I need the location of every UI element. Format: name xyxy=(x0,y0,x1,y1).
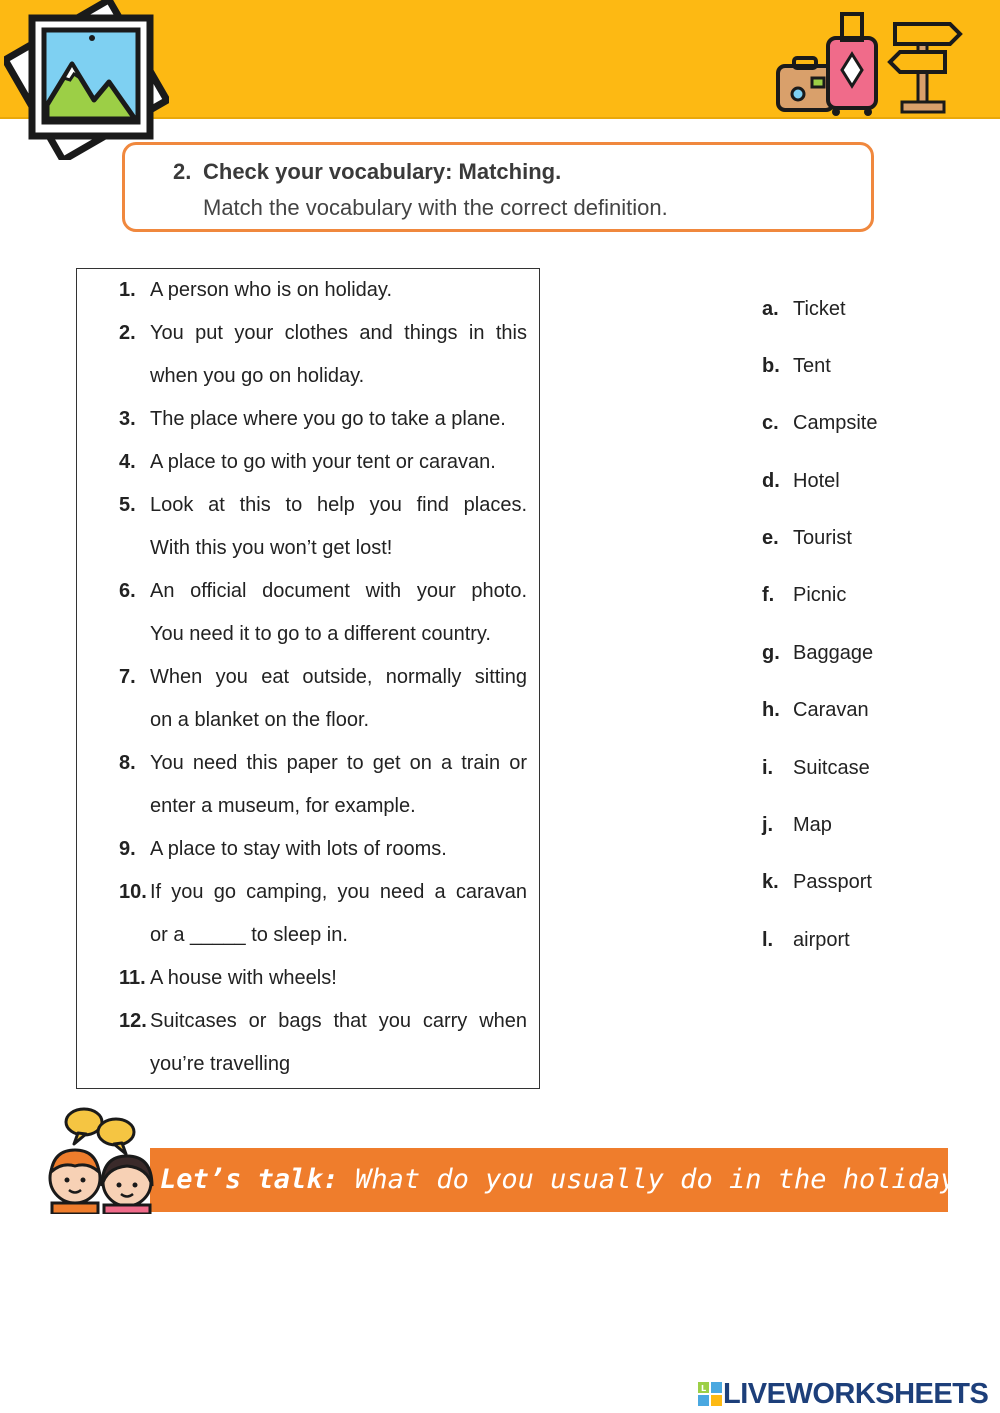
exercise-title: Check your vocabulary: Matching. xyxy=(203,159,562,184)
definition-item-3 xyxy=(77,401,539,437)
definition-text: With this you won’t get lost! xyxy=(150,537,393,559)
option-word: Hotel xyxy=(793,470,840,492)
definition-item-9 xyxy=(77,831,539,867)
option-letter: g. xyxy=(762,642,780,664)
definition-number: 3. xyxy=(119,408,136,430)
definition-item-8-cont xyxy=(77,788,539,824)
definition-text: A place to stay with lots of rooms. xyxy=(150,838,447,860)
definition-number: 7. xyxy=(119,666,136,688)
logo-letter-l: L xyxy=(700,1384,707,1393)
definition-item-11 xyxy=(77,960,539,996)
lets-talk-bar xyxy=(150,1148,990,1212)
option-word: Ticket xyxy=(793,298,846,320)
option-letter: l. xyxy=(762,929,774,951)
definition-item-2-cont xyxy=(77,358,539,394)
definition-item-12 xyxy=(77,1003,539,1039)
definition-text: enter a museum, for example. xyxy=(150,795,416,817)
definition-number: 4. xyxy=(119,451,136,473)
definition-number: 2. xyxy=(119,322,136,344)
option-letter: a. xyxy=(762,298,779,320)
option-word: Passport xyxy=(793,871,872,893)
definition-item-8 xyxy=(77,745,539,781)
definition-text: Suitcases or bags that you carry when xyxy=(150,1010,527,1032)
option-letter: k. xyxy=(762,871,779,893)
definition-item-10 xyxy=(77,874,539,910)
definition-text: on a blanket on the floor. xyxy=(150,709,370,731)
option-word: Caravan xyxy=(793,699,869,721)
definition-text: You need it to go to a different country. xyxy=(150,623,491,645)
definition-text: You need this paper to get on a train or xyxy=(150,752,527,774)
definition-number: 10. xyxy=(119,881,147,903)
definition-item-2 xyxy=(77,315,539,351)
definition-item-12-cont xyxy=(77,1046,539,1082)
option-word: Campsite xyxy=(793,412,878,434)
option-word: Picnic xyxy=(793,584,847,606)
definition-item-10-cont xyxy=(77,917,539,953)
option-letter: i. xyxy=(762,757,774,779)
definition-item-6-cont xyxy=(77,616,539,652)
option-letter: c. xyxy=(762,412,779,434)
definition-number: 8. xyxy=(119,752,136,774)
definition-number: 5. xyxy=(119,494,136,516)
definition-item-7-cont xyxy=(77,702,539,738)
lets-talk-question: What do you usually do in the holidays? xyxy=(355,1164,990,1195)
exercise-subtitle: Match the vocabulary with the correct definition. xyxy=(203,195,668,220)
definitions-box xyxy=(76,268,540,1089)
definition-text: A house with wheels! xyxy=(150,967,337,989)
definition-text: A person who is on holiday. xyxy=(150,279,393,301)
definition-text: A place to go with your tent or caravan. xyxy=(150,451,496,473)
option-letter: j. xyxy=(762,814,774,836)
option-word: airport xyxy=(793,929,850,951)
option-letter: d. xyxy=(762,470,780,492)
definition-item-5 xyxy=(77,487,539,523)
option-letter: f. xyxy=(762,584,775,606)
option-letter: b. xyxy=(762,355,780,377)
option-word: Map xyxy=(793,814,832,836)
definition-item-7 xyxy=(77,659,539,695)
option-letter: h. xyxy=(762,699,780,721)
definition-item-6 xyxy=(77,573,539,609)
definition-text: If you go camping, you need a caravan xyxy=(150,881,527,903)
definition-text: when you go on holiday. xyxy=(150,365,365,387)
landscape-photo-icon xyxy=(4,0,169,160)
definition-text: you’re travelling xyxy=(150,1053,291,1075)
definition-text: When you eat outside, normally sitting xyxy=(150,666,527,688)
luggage-signpost-icon xyxy=(770,8,965,118)
definition-number: 9. xyxy=(119,838,136,860)
definition-text: Look at this to help you find places. xyxy=(150,494,527,516)
talking-kids-icon xyxy=(44,1106,159,1214)
liveworksheets-brand xyxy=(698,1378,998,1410)
definition-number: 6. xyxy=(119,580,136,602)
option-word: Tourist xyxy=(793,527,852,549)
definition-text: An official document with your photo. xyxy=(150,580,527,602)
definition-number: 1. xyxy=(119,279,136,301)
liveworksheets-logo-icon xyxy=(698,1382,722,1406)
definition-item-5-cont xyxy=(77,530,539,566)
definition-text: or a _____ to sleep in. xyxy=(150,924,348,946)
option-letter: e. xyxy=(762,527,779,549)
definition-item-1 xyxy=(77,272,539,308)
definition-text: The place where you go to take a plane. xyxy=(150,408,506,430)
instructions-box xyxy=(122,142,874,232)
exercise-number: 2. xyxy=(173,159,192,184)
definition-number: 11. xyxy=(119,967,146,989)
brand-name: LIVEWORKSHEETS xyxy=(723,1378,989,1410)
definition-text: You put your clothes and things in this xyxy=(150,322,527,344)
definition-item-4 xyxy=(77,444,539,480)
lets-talk-label: Let’s talk: xyxy=(160,1164,339,1195)
definition-number: 12. xyxy=(119,1010,147,1032)
option-word: Suitcase xyxy=(793,757,870,779)
option-word: Tent xyxy=(793,355,831,377)
lets-talk-text xyxy=(160,1148,989,1212)
option-word: Baggage xyxy=(793,642,874,664)
